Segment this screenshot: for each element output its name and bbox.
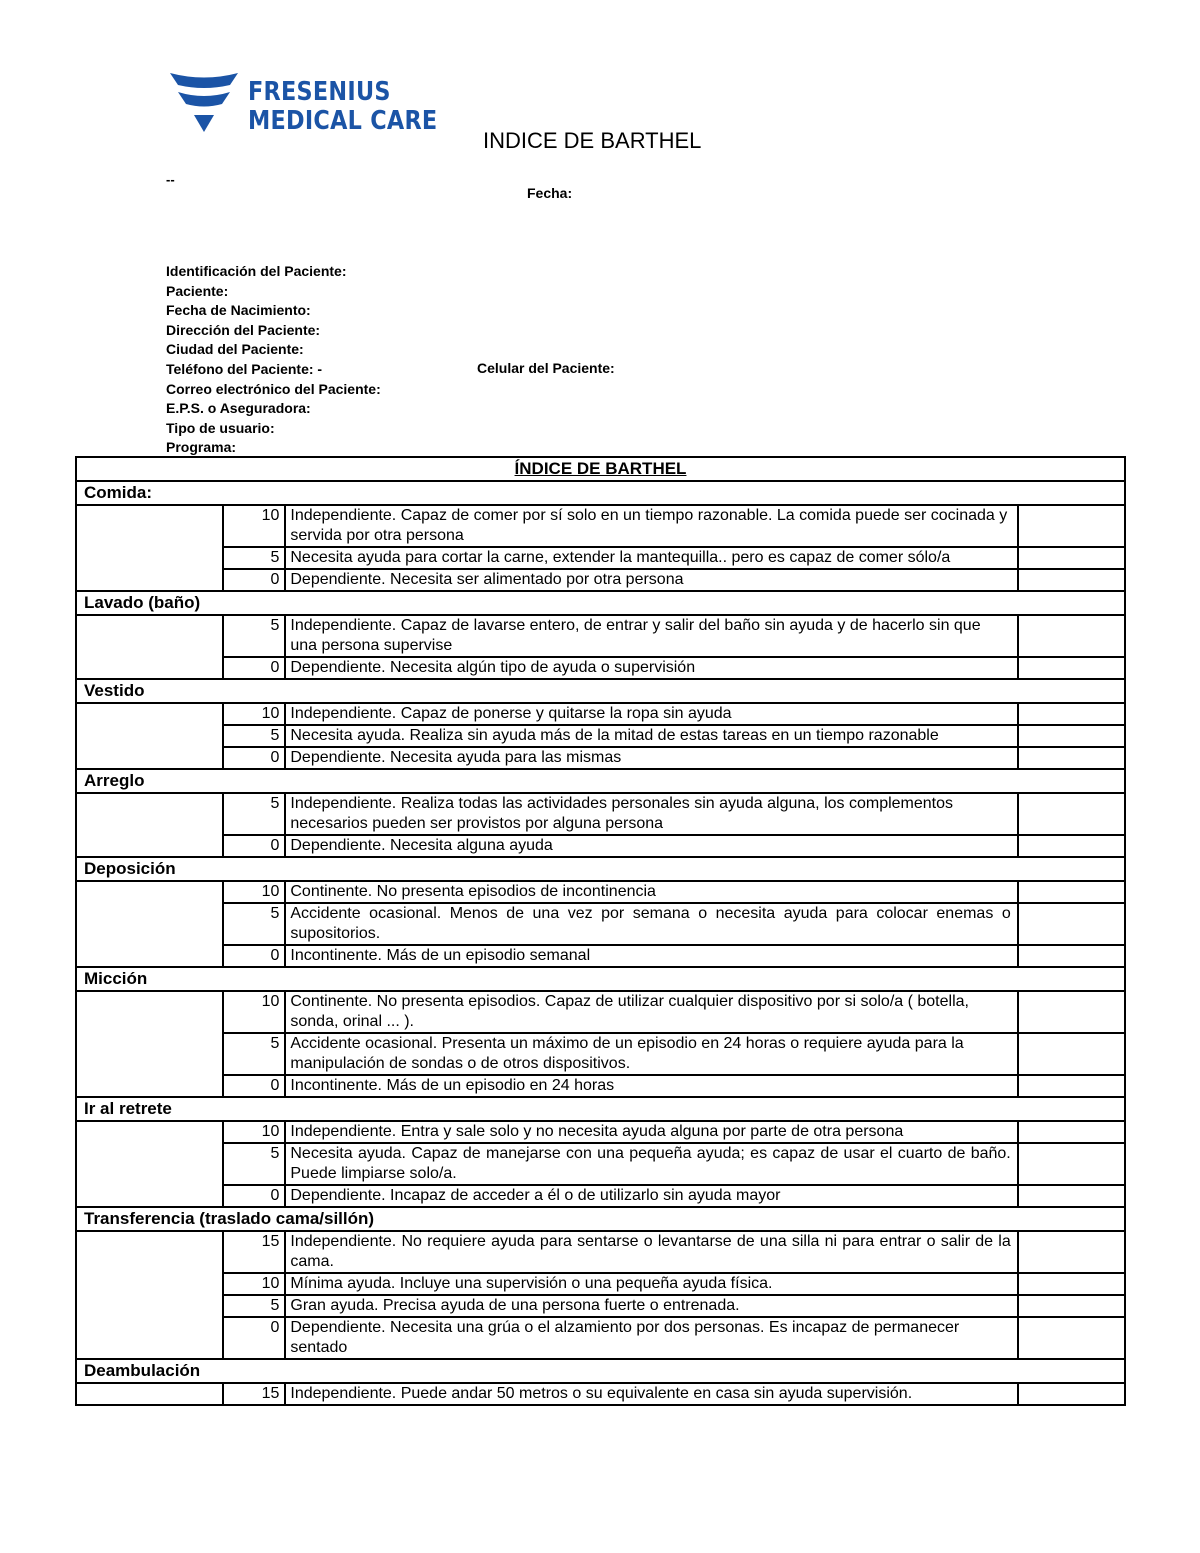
section-spacer-cell — [76, 1383, 223, 1405]
table-row — [76, 747, 1125, 769]
score-cell: 10 — [223, 703, 285, 725]
section-header-row — [76, 857, 1125, 881]
patient-programa-label: Programa: — [166, 439, 237, 456]
description-cell: Independiente. Capaz de lavarse entero, de entrar y salir del baño sin ayuda y de hacerlo sin que una persona supervise — [285, 615, 1017, 657]
section-name: Micción — [76, 967, 1125, 991]
score-entry-cell[interactable] — [1018, 1295, 1125, 1317]
fresenius-chevron-icon — [168, 70, 240, 136]
score-cell: 5 — [223, 547, 285, 569]
section-spacer-cell — [76, 1121, 223, 1207]
barthel-table-body — [76, 457, 1125, 1405]
logo-wordmark — [248, 78, 437, 136]
section-header-row — [76, 967, 1125, 991]
section-name: Transferencia (traslado cama/sillón) — [76, 1207, 1125, 1231]
description-cell: Independiente. Entra y sale solo y no necesita ayuda alguna por parte de otra persona — [285, 1121, 1017, 1143]
score-entry-cell[interactable] — [1018, 903, 1125, 945]
patient-nacimiento-label: Fecha de Nacimiento: — [166, 302, 311, 319]
section-header-row — [76, 679, 1125, 703]
fresenius-logo — [168, 70, 438, 136]
section-name: Ir al retrete — [76, 1097, 1125, 1121]
score-entry-cell[interactable] — [1018, 505, 1125, 547]
table-title-row — [76, 457, 1125, 481]
section-name: Deambulación — [76, 1359, 1125, 1383]
patient-telefono-label: Teléfono del Paciente: - — [166, 360, 323, 377]
table-row — [76, 1317, 1125, 1359]
score-entry-cell[interactable] — [1018, 1317, 1125, 1359]
section-header-row — [76, 591, 1125, 615]
table-row — [76, 725, 1125, 747]
score-cell: 5 — [223, 725, 285, 747]
patient-celular-label: Celular del Paciente: — [477, 360, 615, 376]
table-row — [76, 569, 1125, 591]
description-cell: Continente. No presenta episodios. Capaz de utilizar cualquier dispositivo por si solo/a ( botella, sonda, orinal ... ). — [285, 991, 1017, 1033]
score-entry-cell[interactable] — [1018, 1383, 1125, 1405]
score-entry-cell[interactable] — [1018, 1231, 1125, 1273]
document-title: INDICE DE BARTHEL — [483, 128, 702, 153]
description-cell: Continente. No presenta episodios de incontinencia — [285, 881, 1017, 903]
score-cell: 10 — [223, 1121, 285, 1143]
table-row — [76, 1033, 1125, 1075]
description-cell: Necesita ayuda. Capaz de manejarse con una pequeña ayuda; es capaz de usar el cuarto de baño. Puede limpiarse solo/a. — [285, 1143, 1017, 1185]
score-cell: 10 — [223, 505, 285, 547]
patient-info — [166, 262, 381, 458]
description-cell: Independiente. No requiere ayuda para sentarse o levantarse de una silla ni para entrar o salir de la cama. — [285, 1231, 1017, 1273]
score-entry-cell[interactable] — [1018, 569, 1125, 591]
score-cell: 5 — [223, 793, 285, 835]
section-name: Comida: — [76, 481, 1125, 505]
logo-line-2: MEDICAL CARE — [248, 106, 438, 136]
table-row — [76, 991, 1125, 1033]
section-spacer-cell — [76, 793, 223, 857]
score-cell: 5 — [223, 615, 285, 657]
table-row — [76, 1383, 1125, 1405]
score-cell: 0 — [223, 945, 285, 967]
section-name: Deposición — [76, 857, 1125, 881]
score-entry-cell[interactable] — [1018, 945, 1125, 967]
patient-ciudad-label: Ciudad del Paciente: — [166, 341, 304, 358]
score-cell: 0 — [223, 1317, 285, 1359]
score-entry-cell[interactable] — [1018, 725, 1125, 747]
score-entry-cell[interactable] — [1018, 747, 1125, 769]
logo-line-1: FRESENIUS — [248, 77, 391, 107]
score-entry-cell[interactable] — [1018, 881, 1125, 903]
score-cell: 0 — [223, 569, 285, 591]
section-name: Lavado (baño) — [76, 591, 1125, 615]
header-dash: -- — [166, 172, 175, 187]
section-spacer-cell — [76, 703, 223, 769]
score-entry-cell[interactable] — [1018, 1273, 1125, 1295]
table-row — [76, 1231, 1125, 1273]
description-cell: Dependiente. Necesita ser alimentado por otra persona — [285, 569, 1017, 591]
score-cell: 0 — [223, 1075, 285, 1097]
table-row — [76, 703, 1125, 725]
patient-identificacion-label: Identificación del Paciente: — [166, 263, 347, 279]
section-name: Arreglo — [76, 769, 1125, 793]
description-cell: Independiente. Capaz de comer por sí solo en un tiempo razonable. La comida puede ser cocinada y servida por otra persona — [285, 505, 1017, 547]
table-row — [76, 1273, 1125, 1295]
table-row — [76, 1143, 1125, 1185]
table-row — [76, 1295, 1125, 1317]
table-row — [76, 793, 1125, 835]
table-row — [76, 1185, 1125, 1207]
score-entry-cell[interactable] — [1018, 657, 1125, 679]
score-entry-cell[interactable] — [1018, 1185, 1125, 1207]
table-row — [76, 835, 1125, 857]
section-header-row — [76, 769, 1125, 793]
score-cell: 15 — [223, 1383, 285, 1405]
table-row — [76, 615, 1125, 657]
score-cell: 0 — [223, 657, 285, 679]
barthel-table — [75, 456, 1126, 1406]
description-cell: Incontinente. Más de un episodio en 24 horas — [285, 1075, 1017, 1097]
description-cell: Dependiente. Incapaz de acceder a él o de utilizarlo sin ayuda mayor — [285, 1185, 1017, 1207]
description-cell: Dependiente. Necesita una grúa o el alzamiento por dos personas. Es incapaz de permanecer sentado — [285, 1317, 1017, 1359]
table-row — [76, 881, 1125, 903]
patient-eps-label: E.P.S. o Aseguradora: — [166, 400, 311, 417]
score-entry-cell[interactable] — [1018, 793, 1125, 835]
section-spacer-cell — [76, 991, 223, 1097]
score-cell: 10 — [223, 1273, 285, 1295]
section-header-row — [76, 1359, 1125, 1383]
description-cell: Independiente. Capaz de ponerse y quitarse la ropa sin ayuda — [285, 703, 1017, 725]
score-cell: 15 — [223, 1231, 285, 1273]
description-cell: Incontinente. Más de un episodio semanal — [285, 945, 1017, 967]
section-spacer-cell — [76, 1231, 223, 1359]
table-row — [76, 945, 1125, 967]
description-cell: Accidente ocasional. Menos de una vez por semana o necesita ayuda para colocar enemas o supositorios. — [285, 903, 1017, 945]
score-entry-cell[interactable] — [1018, 1121, 1125, 1143]
description-cell: Dependiente. Necesita algún tipo de ayuda o supervisión — [285, 657, 1017, 679]
table-row — [76, 903, 1125, 945]
description-cell: Dependiente. Necesita ayuda para las mismas — [285, 747, 1017, 769]
section-spacer-cell — [76, 505, 223, 591]
section-header-row — [76, 481, 1125, 505]
patient-correo-label: Correo electrónico del Paciente: — [166, 380, 381, 397]
score-cell: 10 — [223, 991, 285, 1033]
score-cell: 5 — [223, 1033, 285, 1075]
score-cell: 10 — [223, 881, 285, 903]
patient-tipo-label: Tipo de usuario: — [166, 419, 275, 436]
table-row — [76, 547, 1125, 569]
description-cell: Mínima ayuda. Incluye una supervisión o una pequeña ayuda física. — [285, 1273, 1017, 1295]
description-cell: Independiente. Realiza todas las actividades personales sin ayuda alguna, los complementos necesarios pueden ser provistos por alguna persona — [285, 793, 1017, 835]
table-row — [76, 1075, 1125, 1097]
score-entry-cell[interactable] — [1018, 991, 1125, 1033]
fecha-label: Fecha: — [527, 185, 573, 201]
table-title: ÍNDICE DE BARTHEL — [76, 457, 1125, 481]
score-cell: 0 — [223, 747, 285, 769]
score-entry-cell[interactable] — [1018, 547, 1125, 569]
score-entry-cell[interactable] — [1018, 1143, 1125, 1185]
patient-nombre-label: Paciente: — [166, 282, 229, 299]
section-header-row — [76, 1097, 1125, 1121]
score-cell: 0 — [223, 1185, 285, 1207]
score-cell: 0 — [223, 835, 285, 857]
score-entry-cell[interactable] — [1018, 615, 1125, 657]
score-cell: 5 — [223, 903, 285, 945]
description-cell: Necesita ayuda. Realiza sin ayuda más de la mitad de estas tareas en un tiempo razonable — [285, 725, 1017, 747]
barthel-table-container — [75, 456, 1126, 1406]
score-cell: 5 — [223, 1295, 285, 1317]
score-entry-cell[interactable] — [1018, 1075, 1125, 1097]
table-row — [76, 657, 1125, 679]
description-cell: Gran ayuda. Precisa ayuda de una persona fuerte o entrenada. — [285, 1295, 1017, 1317]
section-name: Vestido — [76, 679, 1125, 703]
description-cell: Necesita ayuda para cortar la carne, extender la mantequilla.. pero es capaz de comer sólo/a — [285, 547, 1017, 569]
description-cell: Accidente ocasional. Presenta un máximo de un episodio en 24 horas o requiere ayuda para la manipulación de sondas o de otros dispositivos. — [285, 1033, 1017, 1075]
section-spacer-cell — [76, 615, 223, 679]
score-entry-cell[interactable] — [1018, 835, 1125, 857]
section-spacer-cell — [76, 881, 223, 967]
patient-direccion-label: Dirección del Paciente: — [166, 321, 321, 338]
score-entry-cell[interactable] — [1018, 703, 1125, 725]
table-row — [76, 1121, 1125, 1143]
section-header-row — [76, 1207, 1125, 1231]
table-row — [76, 505, 1125, 547]
description-cell: Independiente. Puede andar 50 metros o su equivalente en casa sin ayuda supervisión. — [285, 1383, 1017, 1405]
score-entry-cell[interactable] — [1018, 1033, 1125, 1075]
score-cell: 5 — [223, 1143, 285, 1185]
description-cell: Dependiente. Necesita alguna ayuda — [285, 835, 1017, 857]
